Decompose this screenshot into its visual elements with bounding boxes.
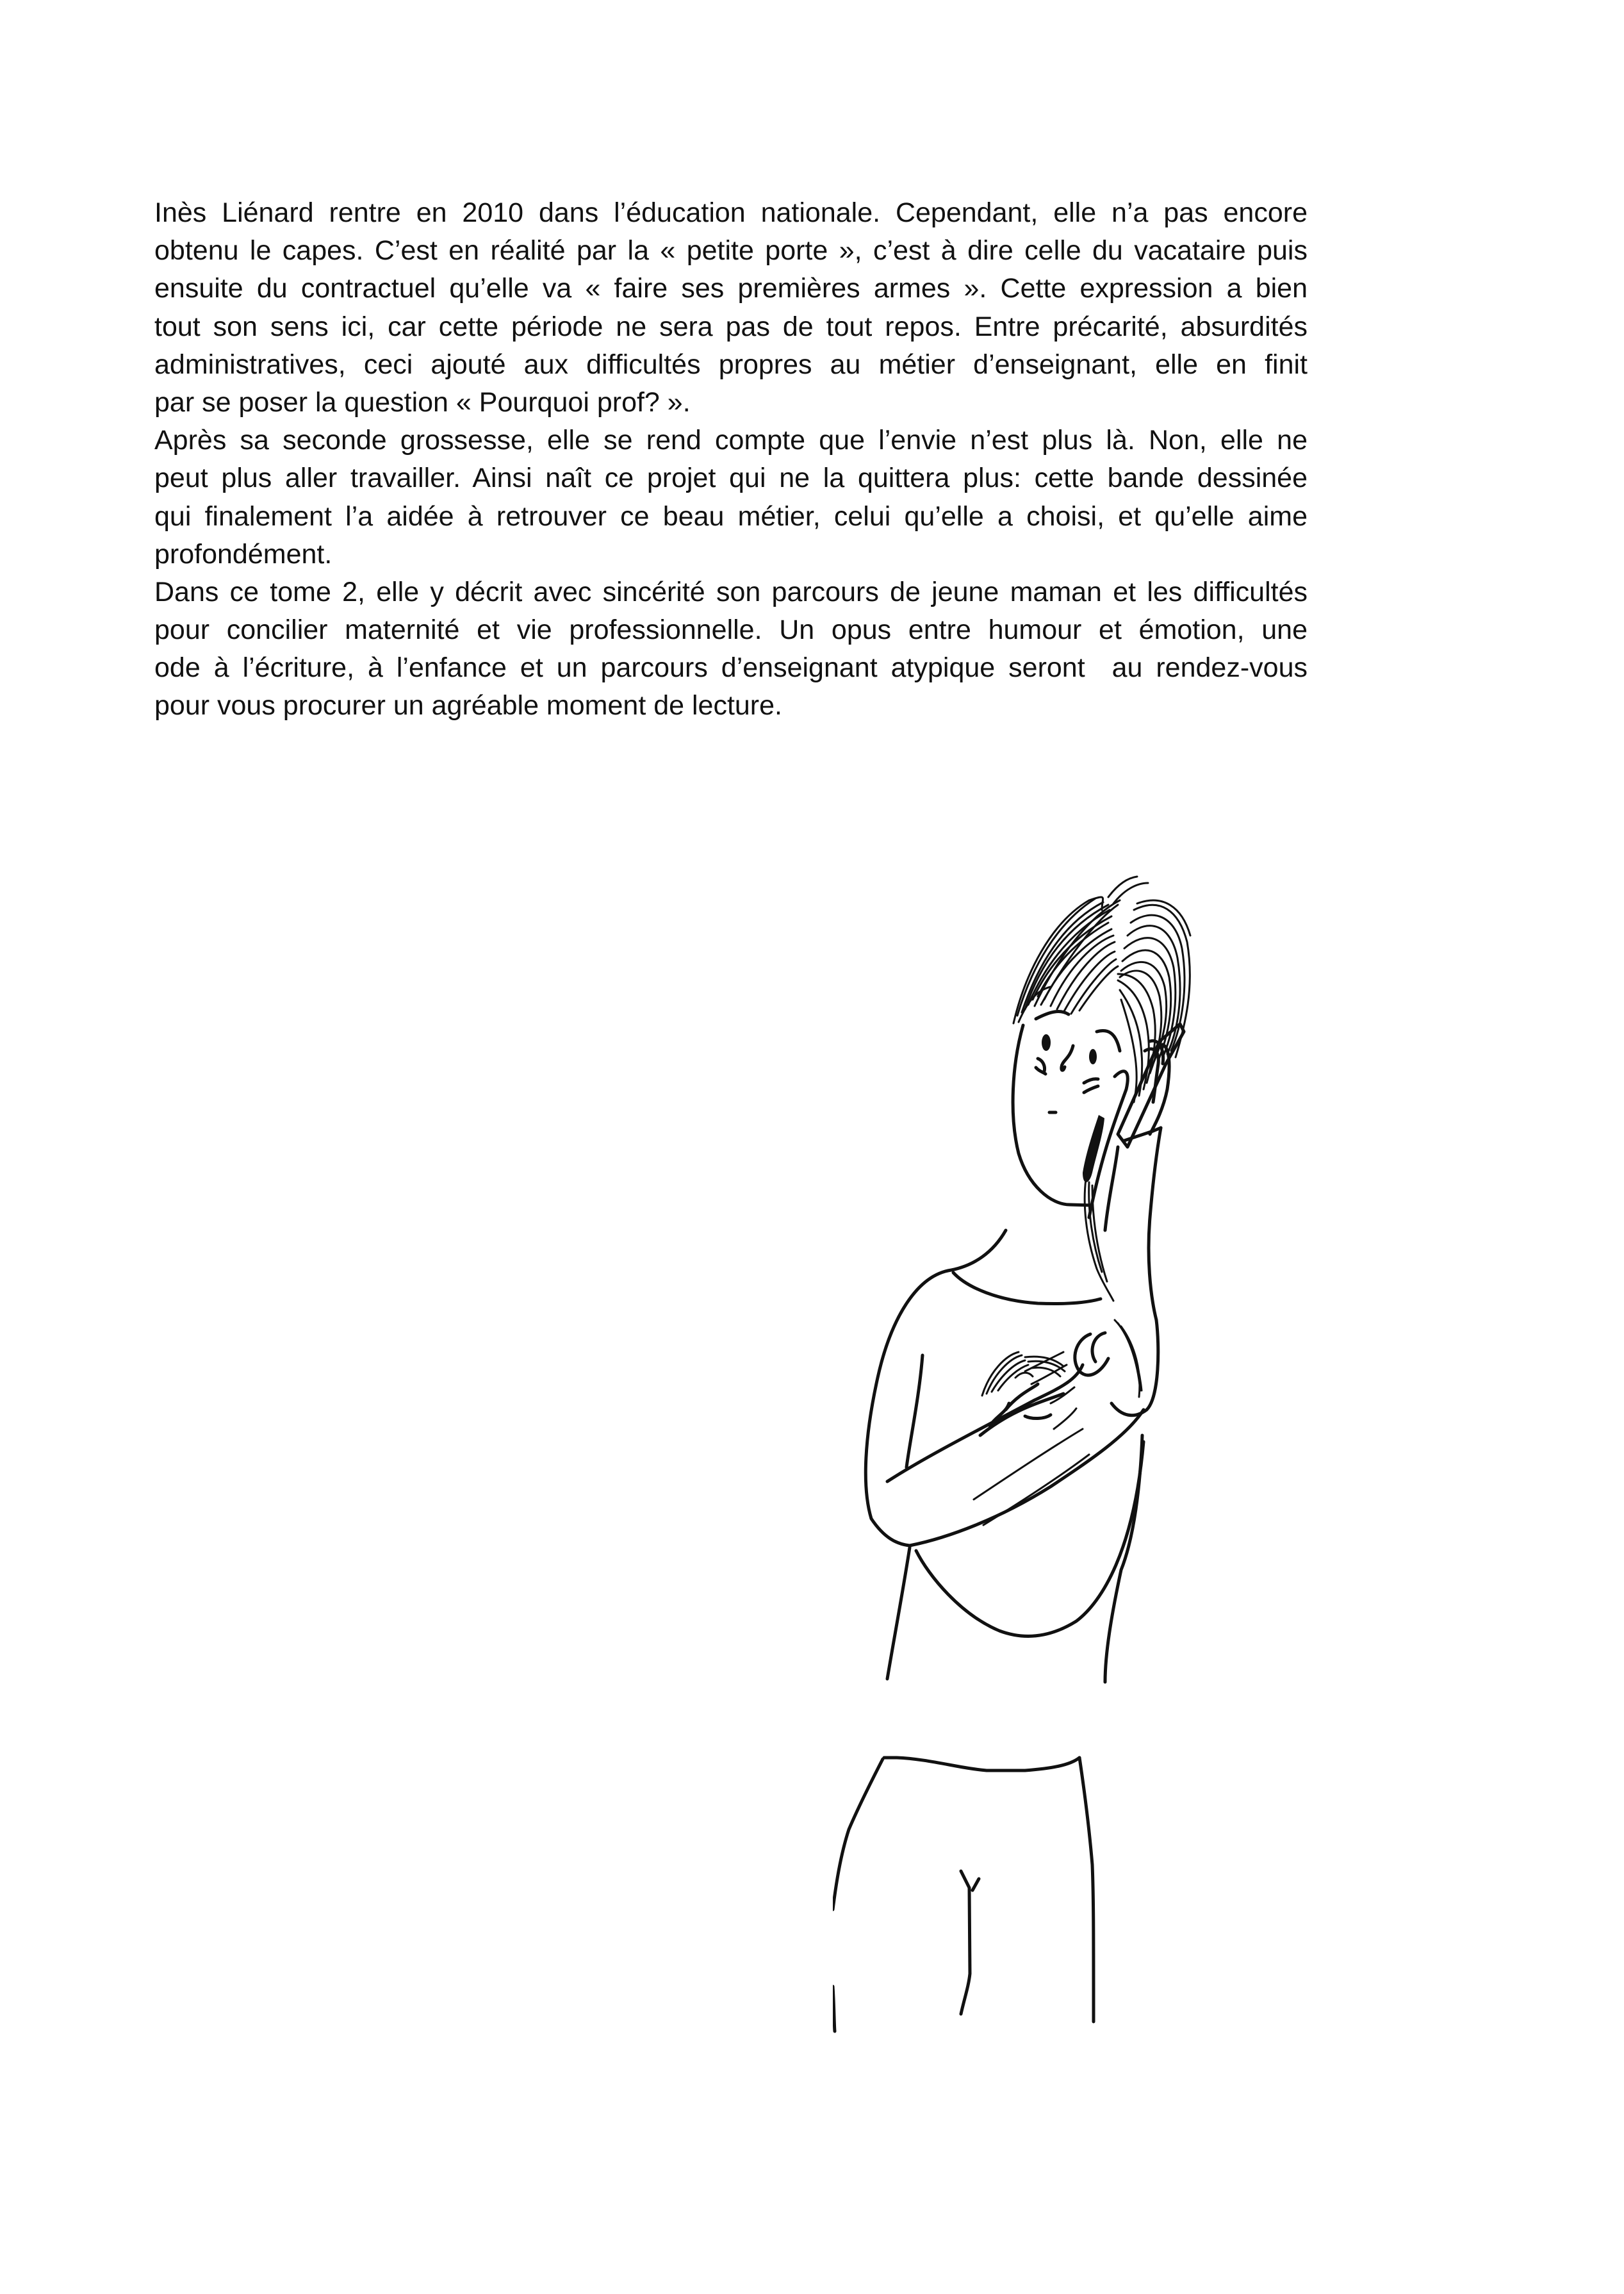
text-line: ode à l’écriture, à l’enfance et un parcours d’enseignant atypique seront au rendez-vous — [154, 652, 1308, 684]
text-line: par se poser la question « Pourquoi prof? ». — [154, 386, 691, 418]
text-line: administratives, ceci ajouté aux difficultés propres au métier d’enseignant, elle en finit — [154, 349, 1308, 380]
text-line: Dans ce tome 2, elle y décrit avec sincérité son parcours de jeune maman et les difficultés — [154, 576, 1308, 607]
illustration-woman-with-baby — [833, 859, 1409, 2256]
line-drawing — [833, 859, 1409, 2256]
text-line: Après sa seconde grossesse, elle se rend compte que l’envie n’est plus là. Non, elle ne — [154, 425, 1308, 456]
body — [865, 1230, 1158, 1682]
text-line: ensuite du contractuel qu’elle va « faire ses premières armes ». Cette expression a bien — [154, 273, 1308, 304]
hair-right — [1108, 877, 1190, 1102]
text-line: pour vous procurer un agréable moment de lecture. — [154, 690, 782, 722]
pants — [833, 1758, 1094, 2031]
face — [1013, 1012, 1120, 1205]
paragraph-1 — [154, 194, 1308, 422]
text-line: tout son sens ici, car cette période ne sera pas de tout repos. Entre précarité, absurdités — [154, 311, 1308, 342]
text-line: profondément. — [154, 538, 332, 570]
text-line: obtenu le capes. C’est en réalité par la « petite porte », c’est à dire celle du vacataire puis — [154, 235, 1308, 267]
right-eye — [1089, 1049, 1097, 1064]
hair-left — [1013, 897, 1120, 1023]
body-text — [154, 194, 1308, 725]
paragraph-2 — [154, 422, 1308, 574]
paragraph-3 — [154, 574, 1308, 725]
text-line: qui finalement l’a aidée à retrouver ce beau métier, celui qu’elle a choisi, et qu’elle aime — [154, 500, 1308, 532]
text-line: pour concilier maternité et vie professionnelle. Un opus entre humour et émotion, une — [154, 615, 1308, 646]
hair-strand — [1083, 1115, 1104, 1182]
left-eye — [1042, 1034, 1051, 1051]
text-line: Inès Liénard rentre en 2010 dans l’éducation nationale. Cependant, elle n’a pas encore — [154, 197, 1308, 228]
text-line: peut plus aller travailler. Ainsi naît ce projet qui ne la quittera plus: cette bande dessinée — [154, 463, 1308, 494]
ponytail — [1085, 1179, 1142, 1397]
